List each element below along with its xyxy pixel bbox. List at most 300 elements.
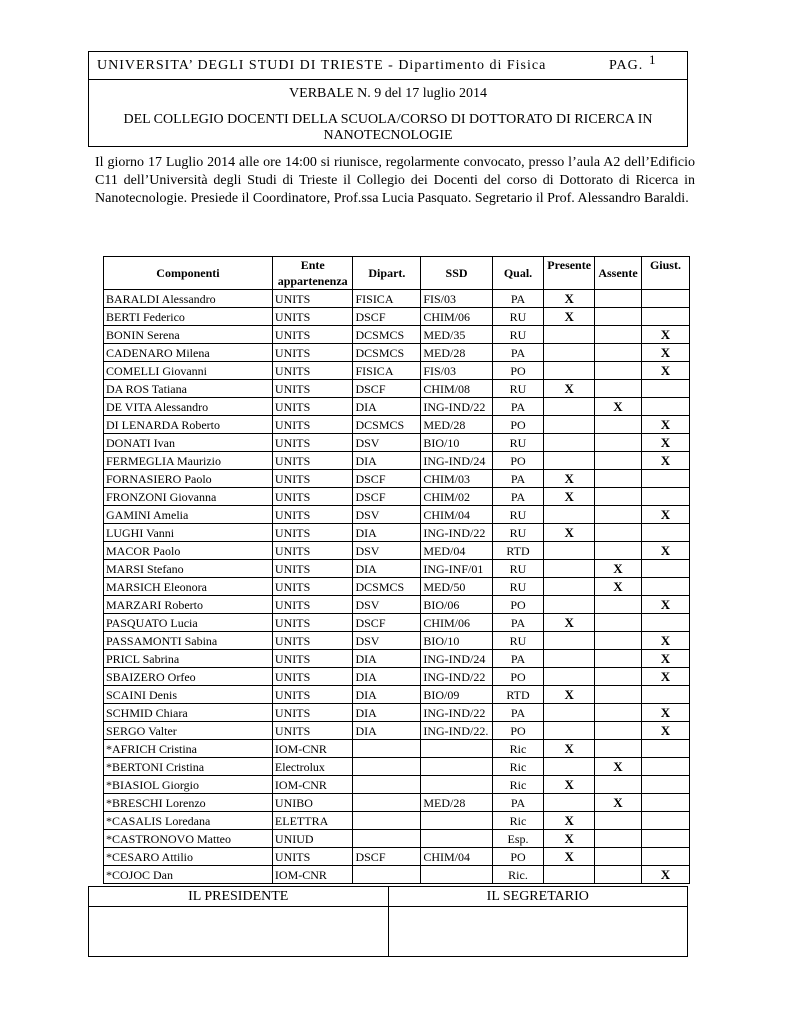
member-giust: X [641,452,689,470]
member-dipart: DSCF [353,488,421,506]
member-qual: Ric [492,812,544,830]
member-giust [641,470,689,488]
member-name: *COJOC Dan [104,866,273,884]
member-dipart: DIA [353,398,421,416]
member-assente [595,380,642,398]
member-ssd: ING-IND/22 [421,524,492,542]
member-assente [595,776,642,794]
member-ente: UNIBO [272,794,353,812]
member-ente: UNITS [272,668,353,686]
collegio-title: DEL COLLEGIO DOCENTI DELLA SCUOLA/CORSO DI DOTTORATO DI RICERCA IN NANOTECNOLOGIE [123,112,653,143]
member-assente [595,632,642,650]
university-name: UNIVERSITA’ DEGLI STUDI DI TRIESTE - Dipartimento di Fisica [97,58,547,73]
member-dipart: DCSMCS [353,578,421,596]
member-qual: RU [492,380,544,398]
member-assente: X [595,578,642,596]
table-row [104,326,690,344]
member-ssd: BIO/09 [421,686,492,704]
member-name: SBAIZERO Orfeo [104,668,273,686]
member-presente [544,362,595,380]
member-presente [544,722,595,740]
member-qual: PO [492,452,544,470]
member-assente [595,704,642,722]
member-ssd: ING-IND/24 [421,650,492,668]
page-number: 1 [649,52,656,67]
member-name: PRICL Sabrina [104,650,273,668]
member-giust [641,488,689,506]
member-qual: PA [492,398,544,416]
member-ente: UNITS [272,488,353,506]
member-presente [544,632,595,650]
member-dipart: DSCF [353,380,421,398]
member-name: CADENARO Milena [104,344,273,362]
member-assente [595,812,642,830]
member-ssd: MED/04 [421,542,492,560]
member-ente: UNITS [272,344,353,362]
member-dipart: DIA [353,686,421,704]
table-row [104,560,690,578]
member-qual: Ric [492,776,544,794]
member-ssd: BIO/10 [421,434,492,452]
member-assente [595,506,642,524]
presidente-column [89,887,389,956]
member-dipart: DIA [353,722,421,740]
table-row [104,524,690,542]
segretario-label: IL SEGRETARIO [389,887,688,907]
member-assente [595,344,642,362]
member-name: BERTI Federico [104,308,273,326]
table-row [104,452,690,470]
member-ente: UNIUD [272,830,353,848]
table-row [104,542,690,560]
member-dipart: DIA [353,560,421,578]
member-ente: UNITS [272,362,353,380]
member-presente: X [544,488,595,506]
member-assente [595,830,642,848]
member-name: SCHMID Chiara [104,704,273,722]
member-qual: PO [492,848,544,866]
member-name: PASQUATO Lucia [104,614,273,632]
member-qual: RTD [492,542,544,560]
member-ente: UNITS [272,686,353,704]
member-presente [544,506,595,524]
member-ente: UNITS [272,524,353,542]
header-componenti: Componenti [104,257,273,290]
member-qual: RU [492,632,544,650]
member-ente: UNITS [272,704,353,722]
intro-paragraph: Il giorno 17 Luglio 2014 alle ore 14:00 si riunisce, regolarmente convocato, presso l’aula A2 dell’Edificio C11 dell’Università degli Studi di Trieste il Collegio dei Docenti del corso di Dottorato di Ricerca in Nanotecnologie. Presiede il Coordinatore, Prof.ssa Lucia Pasquato. Segretario il Prof. Alessandro Baraldi. [95,155,695,206]
member-assente [595,434,642,452]
member-giust [641,308,689,326]
member-ssd: CHIM/06 [421,614,492,632]
member-qual: PA [492,488,544,506]
member-giust: X [641,704,689,722]
table-row [104,470,690,488]
presidente-label: IL PRESIDENTE [89,887,388,907]
member-assente [595,668,642,686]
member-ente: UNITS [272,614,353,632]
member-presente [544,578,595,596]
member-ente: UNITS [272,848,353,866]
header-ente: Ente appartenenza [272,257,353,290]
table-row [104,434,690,452]
page-label: PAG. [609,58,644,73]
member-ssd [421,758,492,776]
member-presente [544,596,595,614]
member-presente [544,416,595,434]
member-ssd: MED/28 [421,416,492,434]
member-dipart: DSV [353,632,421,650]
member-presente [544,794,595,812]
member-name: COMELLI Giovanni [104,362,273,380]
member-giust [641,812,689,830]
member-ssd: CHIM/04 [421,506,492,524]
member-assente [595,452,642,470]
members-table [103,256,690,884]
member-name: GAMINI Amelia [104,506,273,524]
table-row [104,722,690,740]
member-ssd: MED/28 [421,344,492,362]
table-row [104,650,690,668]
member-name: SCAINI Denis [104,686,273,704]
member-dipart: FISICA [353,290,421,308]
member-name: *CASTRONOVO Matteo [104,830,273,848]
member-assente [595,524,642,542]
member-presente: X [544,470,595,488]
member-assente [595,416,642,434]
member-qual: RU [492,434,544,452]
member-dipart: FISICA [353,362,421,380]
member-name: PASSAMONTI Sabina [104,632,273,650]
member-qual: RU [492,326,544,344]
member-ente: UNITS [272,542,353,560]
member-qual: PO [492,722,544,740]
table-row [104,308,690,326]
member-dipart: DSV [353,434,421,452]
member-dipart: DSCF [353,308,421,326]
member-giust [641,776,689,794]
member-presente [544,704,595,722]
verbale-title: VERBALE N. 9 del 17 luglio 2014 [289,86,487,101]
member-qual: Ric [492,758,544,776]
member-ente: UNITS [272,596,353,614]
members-table-body [104,290,690,884]
member-presente: X [544,740,595,758]
member-name: *BERTONI Cristina [104,758,273,776]
member-dipart: DIA [353,452,421,470]
member-ssd: ING-INF/01 [421,560,492,578]
member-qual: RU [492,308,544,326]
member-qual: Ric [492,740,544,758]
member-assente [595,470,642,488]
member-dipart: DSCF [353,848,421,866]
member-ssd: CHIM/04 [421,848,492,866]
member-assente: X [595,560,642,578]
member-name: DA ROS Tatiana [104,380,273,398]
member-presente [544,668,595,686]
member-giust: X [641,344,689,362]
member-assente [595,488,642,506]
member-assente [595,614,642,632]
member-giust [641,848,689,866]
member-name: BARALDI Alessandro [104,290,273,308]
member-presente: X [544,848,595,866]
member-assente: X [595,758,642,776]
member-assente [595,326,642,344]
member-giust: X [641,632,689,650]
member-qual: PO [492,668,544,686]
table-row [104,632,690,650]
member-ente: IOM-CNR [272,866,353,884]
member-ente: UNITS [272,560,353,578]
member-ssd [421,830,492,848]
member-assente [595,308,642,326]
member-presente [544,452,595,470]
member-qual: RTD [492,686,544,704]
member-presente [544,560,595,578]
member-giust [641,830,689,848]
table-row [104,686,690,704]
member-ente: UNITS [272,434,353,452]
member-ssd: ING-IND/24 [421,452,492,470]
member-giust [641,794,689,812]
member-qual: PO [492,362,544,380]
member-giust: X [641,542,689,560]
member-qual: PO [492,596,544,614]
member-qual: PO [492,416,544,434]
member-name: MARSI Stefano [104,560,273,578]
member-qual: Ric. [492,866,544,884]
member-qual: RU [492,578,544,596]
member-dipart: DIA [353,704,421,722]
table-row [104,740,690,758]
member-ssd: CHIM/03 [421,470,492,488]
table-row [104,614,690,632]
member-ente: UNITS [272,650,353,668]
member-assente [595,596,642,614]
member-assente [595,848,642,866]
member-giust [641,398,689,416]
member-dipart: DCSMCS [353,326,421,344]
member-qual: PA [492,344,544,362]
member-assente [595,686,642,704]
table-row [104,506,690,524]
table-row [104,362,690,380]
document-header [88,51,688,147]
member-ssd [421,812,492,830]
member-presente: X [544,290,595,308]
member-qual: RU [492,506,544,524]
member-presente: X [544,776,595,794]
member-presente: X [544,308,595,326]
member-name: DI LENARDA Roberto [104,416,273,434]
member-ente: UNITS [272,290,353,308]
member-ssd: FIS/03 [421,362,492,380]
member-name: *AFRICH Cristina [104,740,273,758]
member-presente [544,326,595,344]
table-row [104,596,690,614]
member-name: FORNASIERO Paolo [104,470,273,488]
member-ssd [421,776,492,794]
member-presente: X [544,812,595,830]
member-ssd: CHIM/02 [421,488,492,506]
signature-box [88,886,688,957]
member-ssd: CHIM/06 [421,308,492,326]
header-giust: Giust. [641,257,689,290]
table-row [104,776,690,794]
member-dipart: DIA [353,668,421,686]
table-row [104,704,690,722]
member-name: DE VITA Alessandro [104,398,273,416]
member-dipart [353,830,421,848]
member-assente [595,722,642,740]
member-giust: X [641,668,689,686]
member-qual: PA [492,614,544,632]
member-ente: UNITS [272,722,353,740]
member-qual: PA [492,650,544,668]
member-giust: X [641,326,689,344]
member-dipart: DSV [353,506,421,524]
table-row [104,758,690,776]
member-ssd: MED/50 [421,578,492,596]
member-presente: X [544,524,595,542]
member-dipart [353,812,421,830]
member-assente [595,362,642,380]
member-giust [641,524,689,542]
table-row [104,380,690,398]
member-giust [641,740,689,758]
header-university-row [89,52,687,80]
member-name: FERMEGLIA Maurizio [104,452,273,470]
member-name: MARSICH Eleonora [104,578,273,596]
member-dipart [353,758,421,776]
member-ente: UNITS [272,452,353,470]
table-row [104,830,690,848]
member-qual: Esp. [492,830,544,848]
member-dipart: DSCF [353,614,421,632]
member-presente [544,398,595,416]
header-qual: Qual. [492,257,544,290]
member-name: *CESARO Attilio [104,848,273,866]
member-giust [641,290,689,308]
member-presente [544,650,595,668]
member-giust [641,758,689,776]
member-assente [595,542,642,560]
member-assente [595,740,642,758]
table-row [104,578,690,596]
member-name: MACOR Paolo [104,542,273,560]
member-ente: UNITS [272,398,353,416]
member-qual: PA [492,794,544,812]
member-dipart: DCSMCS [353,416,421,434]
member-ssd [421,866,492,884]
member-presente [544,542,595,560]
member-presente: X [544,380,595,398]
member-name: LUGHI Vanni [104,524,273,542]
member-giust: X [641,596,689,614]
header-ssd: SSD [421,257,492,290]
header-assente: Assente [595,257,642,290]
member-dipart [353,866,421,884]
member-ente: Electrolux [272,758,353,776]
member-giust [641,686,689,704]
member-ente: UNITS [272,506,353,524]
member-giust: X [641,722,689,740]
member-dipart: DSV [353,596,421,614]
member-presente [544,434,595,452]
member-ente: UNITS [272,416,353,434]
member-assente [595,866,642,884]
member-qual: PA [492,704,544,722]
table-row [104,668,690,686]
member-presente: X [544,614,595,632]
table-row [104,866,690,884]
member-ente: UNITS [272,578,353,596]
table-row [104,488,690,506]
member-ssd: BIO/06 [421,596,492,614]
member-dipart: DCSMCS [353,344,421,362]
table-row [104,398,690,416]
member-name: SERGO Valter [104,722,273,740]
member-ssd: BIO/10 [421,632,492,650]
table-header-row [104,257,690,290]
member-dipart [353,740,421,758]
member-ente: UNITS [272,308,353,326]
member-giust [641,560,689,578]
member-ssd: CHIM/08 [421,380,492,398]
member-ssd: FIS/03 [421,290,492,308]
member-ssd: ING-IND/22 [421,398,492,416]
member-dipart: DIA [353,524,421,542]
member-assente: X [595,398,642,416]
member-dipart: DSCF [353,470,421,488]
member-ssd: MED/35 [421,326,492,344]
member-giust: X [641,416,689,434]
member-ssd: ING-IND/22 [421,668,492,686]
member-ente: UNITS [272,470,353,488]
table-row [104,794,690,812]
member-ssd [421,740,492,758]
member-giust: X [641,434,689,452]
member-name: DONATI Ivan [104,434,273,452]
member-qual: RU [492,560,544,578]
member-giust: X [641,650,689,668]
member-qual: RU [492,524,544,542]
member-assente: X [595,794,642,812]
member-name: *CASALIS Loredana [104,812,273,830]
member-dipart: DIA [353,650,421,668]
member-dipart: DSV [353,542,421,560]
member-name: *BIASIOL Giorgio [104,776,273,794]
member-presente [544,866,595,884]
member-giust [641,578,689,596]
member-name: FRONZONI Giovanna [104,488,273,506]
member-qual: PA [492,290,544,308]
member-name: BONIN Serena [104,326,273,344]
header-dipart: Dipart. [353,257,421,290]
member-giust [641,380,689,398]
member-ssd: ING-IND/22. [421,722,492,740]
member-giust: X [641,506,689,524]
table-row [104,290,690,308]
member-assente [595,290,642,308]
member-presente: X [544,686,595,704]
member-presente [544,758,595,776]
member-ente: IOM-CNR [272,776,353,794]
member-qual: PA [492,470,544,488]
table-row [104,848,690,866]
member-ente: IOM-CNR [272,740,353,758]
